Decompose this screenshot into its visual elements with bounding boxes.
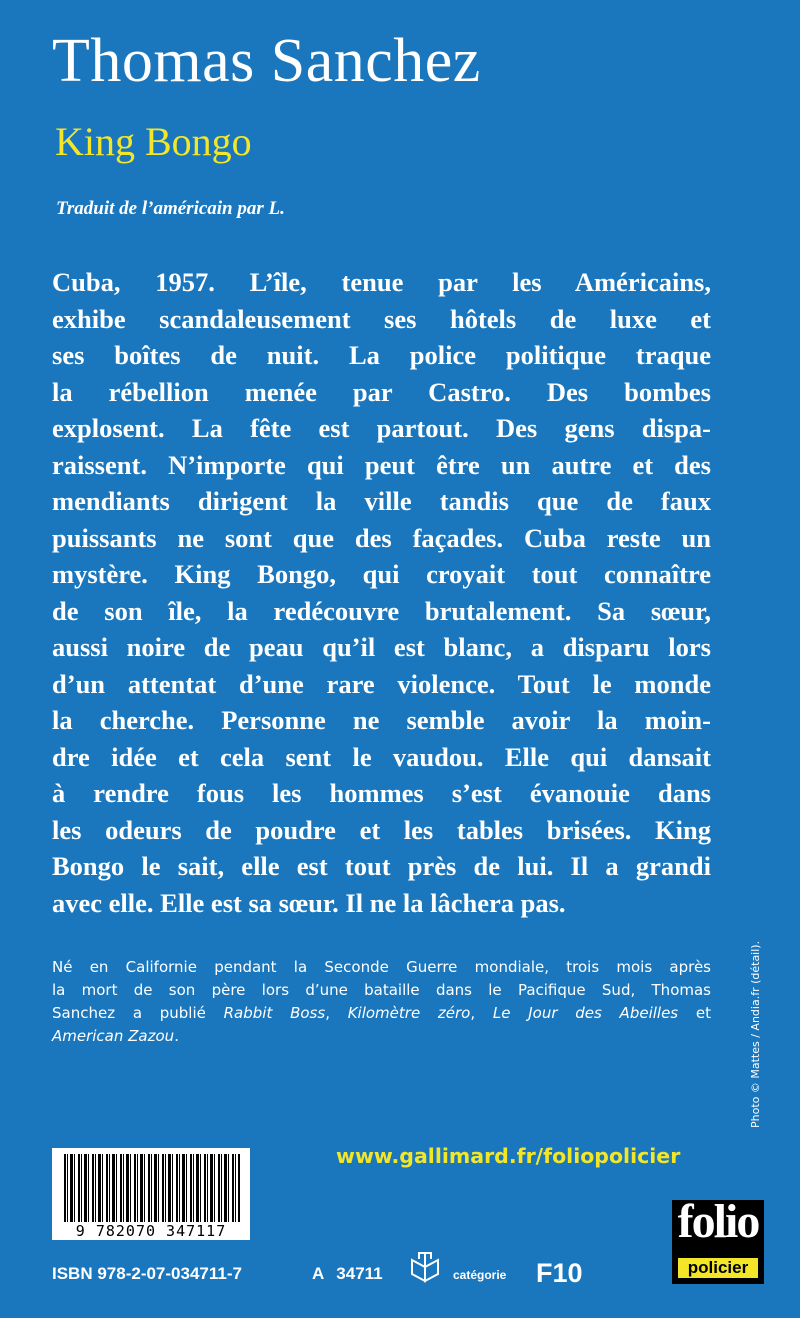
bio-text: , [470, 1004, 493, 1022]
blurb-line: puissants ne sont que des façades. Cuba reste un [52, 522, 711, 553]
blurb-line: dre idée et cela sent le vaudou. Elle qui dansait [52, 741, 711, 772]
book-reference: American Zazou [52, 1027, 175, 1045]
barcode [52, 1148, 250, 1240]
logo-policier-text: policier [678, 1258, 758, 1278]
blurb-line: de son île, la redécouvre brutalement. Sa sœur, [52, 595, 711, 626]
code-number: 34711 [336, 1264, 383, 1283]
website-link[interactable]: www.gallimard.fr/foliopolicier [336, 1144, 681, 1168]
blurb-line: la cherche. Personne ne semble avoir la moin- [52, 705, 711, 735]
bio-text: et [678, 1004, 711, 1022]
book-reference: Rabbit Boss [223, 1004, 326, 1022]
book-reference: Le Jour des Abeilles [492, 1004, 679, 1022]
logo-folio-text: folio [677, 1195, 759, 1248]
category-label: catégorie [453, 1268, 507, 1282]
isbn: ISBN 978-2-07-034711-7 [52, 1264, 242, 1283]
blurb-line: exhibe scandaleusement ses hôtels de luxe et [52, 303, 711, 334]
bio-line [52, 1002, 711, 1025]
blurb [52, 264, 711, 921]
blurb-line: mystère. King Bongo, qui croyait tout connaître [52, 559, 711, 589]
blurb-line: les odeurs de poudre et les tables brisées. King [52, 814, 711, 845]
blurb-line: ses boîtes de nuit. La police politique traque [52, 340, 711, 370]
bio-line: la mort de son père lors d’une bataille dans le Pacifique Sud, Thomas [52, 981, 711, 999]
book-reference: Kilomètre zéro [347, 1004, 471, 1022]
open-book-icon [406, 1249, 444, 1287]
product-code [312, 1264, 383, 1284]
blurb-line: mendiants dirigent la ville tandis que de faux [52, 486, 711, 516]
category-code: F10 [536, 1258, 583, 1288]
bio-line: Né en Californie pendant la Seconde Guerre mondiale, trois mois après [52, 958, 711, 976]
bio-line [52, 1025, 711, 1048]
bio-text: , [325, 1004, 348, 1022]
barcode-digits: 9 782070 347117 [75, 1222, 227, 1240]
photo-credit: Photo © Mattes / Andia.fr (détail). [749, 940, 762, 1128]
blurb-line: Cuba, 1957. L’île, tenue par les Américains, [52, 267, 711, 297]
bio-text: . [174, 1027, 179, 1045]
book-title: King Bongo [55, 119, 252, 164]
blurb-line: à rendre fous les hommes s’est évanouie dans [52, 778, 711, 808]
author-name: Thomas Sanchez [52, 27, 481, 95]
author-bio [52, 956, 711, 1048]
blurb-line: Bongo le sait, elle est tout près de lui. Il a grandi [52, 851, 711, 881]
folio-policier-logo [672, 1195, 764, 1284]
blurb-line: raissent. N’importe qui peut être un autre et des [52, 449, 711, 480]
bio-text: Sanchez a publié [52, 1004, 224, 1022]
code-letter: A [312, 1264, 325, 1283]
barcode-bars [64, 1154, 240, 1222]
blurb-line: avec elle. Elle est sa sœur. Il ne la lâchera pas. [52, 887, 566, 918]
blurb-line: la rébellion menée par Castro. Des bombes [52, 376, 711, 407]
blurb-line: aussi noire de peau qu’il est blanc, a disparu lors [52, 632, 711, 662]
translator-credit: Traduit de l’américain par L. [56, 198, 285, 219]
blurb-line: explosent. La fête est partout. Des gens dispa- [52, 413, 711, 443]
blurb-line: d’un attentat d’une rare violence. Tout le monde [52, 668, 711, 699]
